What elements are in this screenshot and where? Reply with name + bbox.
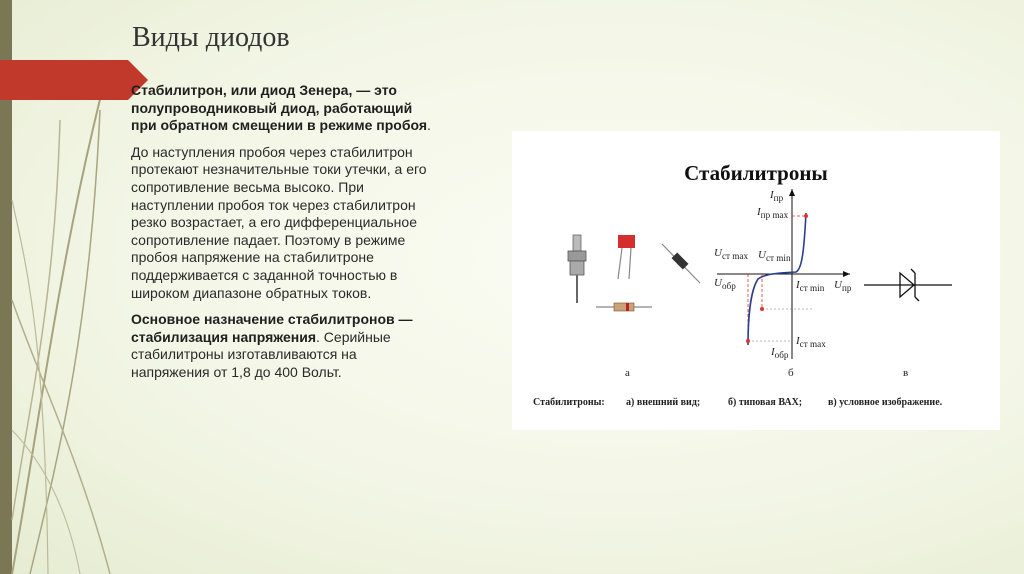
label-i-pr-max: $I_{пр max}$ bbox=[757, 206, 789, 221]
caption-head: Стабилитроны: bbox=[533, 397, 605, 408]
figure-drawing bbox=[512, 131, 1000, 430]
label-i-st-max: $I_{ст max}$ bbox=[796, 335, 826, 350]
diode-package-glass bbox=[662, 244, 700, 283]
definition-bold: Стабилитрон, или диод Зенера, — это полупроводниковый диод, работающий при обратном смещении в режиме пробоя bbox=[131, 82, 428, 134]
diode-package-stud bbox=[568, 235, 586, 303]
letter-b: б bbox=[788, 367, 794, 379]
figure-title: Стабилитроны bbox=[684, 161, 828, 185]
purpose-bold: Основное назначение стабилитронов — стабилизация напряжения bbox=[131, 311, 413, 345]
caption-v: в) условное изображение. bbox=[828, 397, 943, 408]
label-u-obr: $U_{обр}$ bbox=[714, 277, 736, 292]
label-i-pr: $I_{пр}$ bbox=[770, 189, 784, 204]
caption-b: б) типовая ВАХ; bbox=[728, 397, 803, 408]
definition-tail: . bbox=[427, 117, 431, 134]
paragraph-description: До наступления пробоя через стабилитрон протекают незначительные токи утечки, а его сопротивление весьма высоко. При наступлении пробоя ток через стабилитрон резко возрастает, а его дифференциальное сопротивление падает. Поэтому в режиме пробоя напряжение на стабилитроне поддерживается с заданной точностью в широком диапазоне обратных токов. bbox=[131, 143, 427, 301]
paragraph-purpose bbox=[131, 311, 431, 381]
caption-a: а) внешний вид; bbox=[626, 397, 701, 408]
slide-body bbox=[131, 82, 431, 391]
label-u-pr: $U_{пр}$ bbox=[834, 279, 852, 294]
zener-symbol bbox=[864, 269, 952, 301]
diode-package-red bbox=[618, 235, 635, 279]
letter-v: в bbox=[903, 367, 909, 379]
zener-figure bbox=[512, 131, 1000, 430]
purpose-tail: . Серийные стабилитроны изготавливаются на напряжения от 1,8 до 400 Вольт. bbox=[131, 328, 391, 380]
label-u-st-max: $U_{ст max}$ bbox=[714, 247, 749, 262]
label-i-obr: $I_{обр}$ bbox=[771, 346, 789, 361]
title-accent-bar bbox=[0, 60, 128, 100]
slide-title: Виды диодов bbox=[132, 22, 290, 53]
letter-a: а bbox=[625, 367, 630, 379]
label-i-st-min: $I_{ст min}$ bbox=[796, 279, 825, 294]
diode-package-axial bbox=[596, 303, 652, 311]
paragraph-definition bbox=[131, 82, 431, 135]
label-u-st-min: $U_{ст min}$ bbox=[758, 249, 791, 264]
